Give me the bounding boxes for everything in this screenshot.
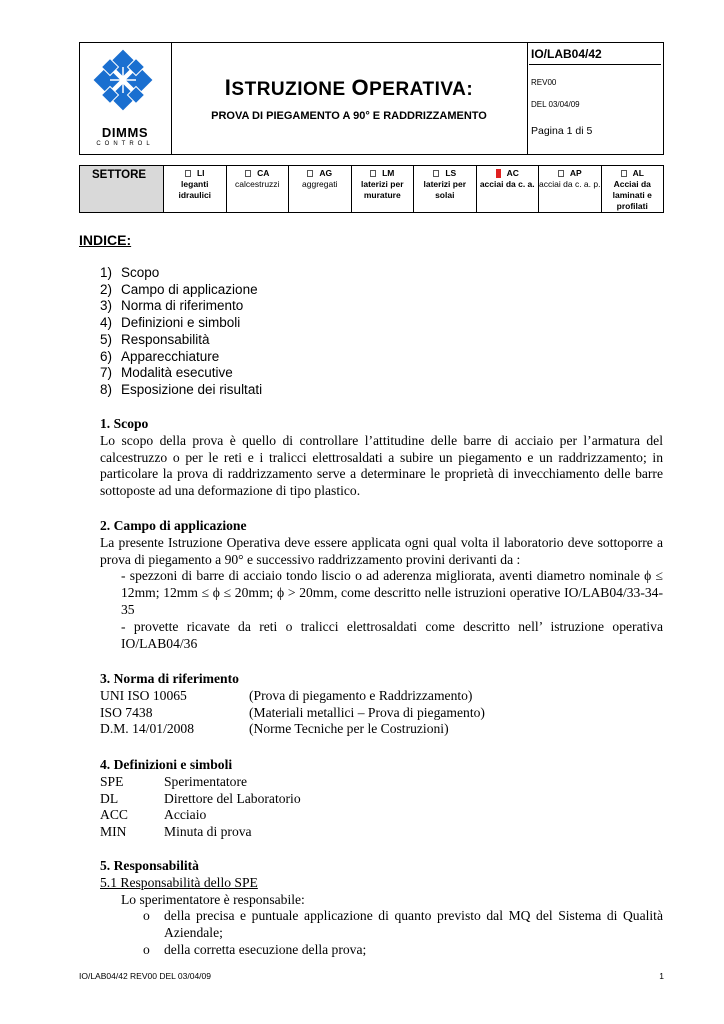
document-subtitle: PROVA DI PIEGAMENTO A 90° E RADDRIZZAMENTO — [211, 110, 487, 122]
settore-cell-lm — [352, 166, 415, 212]
index-text: Norma di riferimento — [121, 298, 244, 314]
norm-code: D.M. 14/01/2008 — [100, 721, 195, 737]
index-number: 3) — [100, 298, 113, 314]
checkbox-icon — [370, 170, 376, 177]
section-text: Lo scopo della prova è quello di controllare l’attitudine delle barre di acciaio per l’armatura del calcestruzzo o per le reti e i tralicci elettrosaldati a subire un piegamento e un raddrizzamento; in particolare la prova di raddrizzamento serve a determinare le proprietà di invecchiamento delle barre sottoposte ad una deformazione di tipo plastico. — [100, 432, 663, 499]
section-heading: 3. Norma di riferimento — [100, 671, 239, 686]
settore-desc: laterizi per solai — [423, 179, 467, 200]
definition-desc: Acciaio — [164, 807, 207, 823]
section-responsabilita — [100, 858, 663, 959]
revision-date: DEL 03/04/09 — [531, 100, 580, 109]
settore-code: AG — [319, 168, 333, 178]
list-item-text: della corretta esecuzione della prova; — [164, 941, 367, 957]
norm-desc: (Prova di piegamento e Raddrizzamento) — [249, 687, 473, 703]
index-number: 2) — [100, 281, 113, 297]
logo-cell — [80, 43, 172, 154]
document-title: ISTRUZIONE OPERATIVA: — [224, 75, 474, 100]
section-definizioni — [100, 757, 663, 841]
logo-text: DIMMS — [101, 125, 149, 140]
section-heading: 4. Definizioni e simboli — [100, 757, 233, 772]
index-item — [100, 332, 262, 349]
subsection-heading: 5.1 Responsabilità dello SPE — [100, 874, 258, 890]
bullet-icon: o — [143, 941, 150, 957]
settore-cell-ac — [477, 166, 540, 212]
index-text: Esposizione dei risultati — [121, 381, 263, 397]
settore-code: LS — [445, 168, 457, 178]
index-text: Apparecchiature — [121, 348, 220, 364]
section-scopo — [100, 416, 663, 500]
settore-desc: Acciai da laminati e profilati — [612, 179, 652, 211]
header-title-cell — [171, 43, 528, 154]
checkbox-icon — [245, 170, 251, 177]
logo-subtext: CONTROL — [96, 141, 154, 147]
index-item — [100, 265, 262, 282]
index-number: 7) — [100, 365, 113, 381]
index-item — [100, 282, 262, 299]
definition-desc: Minuta di prova — [164, 824, 252, 840]
norm-code: UNI ISO 10065 — [100, 687, 187, 703]
index-number: 1) — [100, 265, 113, 280]
settore-label: SETTORE — [80, 166, 164, 212]
index-item — [100, 315, 262, 332]
checkbox-icon — [185, 170, 191, 177]
list-item: - spezzoni di barre di acciaio tondo liscio o ad aderenza migliorata, aventi diametro nominale ϕ ≤ 12mm; 12mm ≤ ϕ ≤ 20mm; ϕ > 20mm, come descritto nelle istruzioni operative IO/LAB04/33-34-35 — [121, 568, 663, 617]
index-item — [100, 382, 262, 399]
index-text: Scopo — [121, 265, 160, 280]
index-text: Modalità esecutive — [121, 365, 233, 381]
definition-desc: Direttore del Laboratorio — [164, 790, 301, 806]
document-header — [79, 42, 664, 155]
list-item — [100, 908, 663, 942]
settore-cell-ap — [539, 166, 602, 212]
settore-desc: calcestruzzi — [235, 179, 280, 189]
list-item — [100, 942, 663, 959]
section-heading: 2. Campo di applicazione — [100, 518, 247, 533]
settore-desc: acciai da c. a. — [479, 179, 535, 189]
settore-code: AC — [506, 168, 519, 178]
definition-row — [100, 791, 663, 808]
footer-page-number: 1 — [659, 971, 664, 981]
list-item-text: della precisa e puntuale applicazione di quanto previsto dal MQ del Sistema di Qualità Aziendale; — [164, 908, 663, 941]
settore-cell-li — [164, 166, 227, 212]
checked-box-icon — [496, 169, 501, 178]
index-text: Campo di applicazione — [121, 281, 258, 297]
index-number: 6) — [100, 348, 113, 364]
definition-row — [100, 824, 663, 841]
checkbox-icon — [621, 170, 627, 177]
index-number: 4) — [100, 315, 113, 331]
settore-desc: laterizi per murature — [360, 179, 404, 200]
intro-text: Lo sperimentatore è responsabile: — [121, 891, 305, 907]
list-item: - provette ricavate da reti o tralicci elettrosaldati come descritto nell’ istruzione operativa IO/LAB04/36 — [121, 618, 663, 651]
norm-row — [100, 688, 663, 705]
settore-code: CA — [257, 168, 270, 178]
index-title: INDICE: — [79, 232, 132, 248]
settore-code: AP — [569, 168, 582, 178]
definition-symbol: DL — [100, 790, 119, 806]
settore-desc: aggregati — [302, 179, 338, 189]
norm-code: ISO 7438 — [100, 704, 153, 720]
settore-cell-al — [602, 166, 664, 212]
bullet-icon: o — [143, 908, 150, 924]
settore-cell-ls — [414, 166, 477, 212]
section-text: La presente Istruzione Operativa deve essere applicata ogni qual volta il laboratorio deve sottoporre a prova di piegamento a 90° e successivo raddrizzamento provini derivanti da : — [100, 534, 663, 567]
index-item — [100, 349, 262, 366]
section-norme — [100, 671, 663, 738]
dimms-logo-icon — [80, 43, 171, 127]
settore-desc: leganti idraulici — [178, 179, 212, 200]
checkbox-icon — [307, 170, 313, 177]
settore-code: LM — [382, 168, 395, 178]
definition-symbol: ACC — [100, 807, 128, 823]
section-heading: 5. Responsabilità — [100, 858, 199, 873]
settore-code: LI — [196, 168, 205, 178]
revision: REV00 — [531, 78, 557, 87]
page-footer — [79, 971, 664, 981]
page-indicator: Pagina 1 di 5 — [531, 125, 593, 137]
definition-row — [100, 807, 663, 824]
norm-row — [100, 721, 663, 738]
index-list — [100, 265, 262, 399]
index-text: Responsabilità — [121, 331, 210, 347]
checkbox-icon — [433, 170, 439, 177]
norm-row — [100, 705, 663, 722]
footer-reference: IO/LAB04/42 REV00 DEL 03/04/09 — [79, 971, 211, 981]
definition-symbol: SPE — [100, 773, 124, 789]
norm-desc: (Norme Tecniche per le Costruzioni) — [249, 721, 449, 737]
norm-desc: (Materiali metallici – Prova di piegamento) — [249, 704, 485, 720]
section-campo — [100, 518, 663, 652]
settore-cell-ca — [227, 166, 290, 212]
definition-desc: Sperimentatore — [164, 773, 248, 789]
settore-desc: acciai da c. a. p. — [539, 179, 601, 189]
settore-table — [79, 165, 664, 213]
settore-code: AL — [632, 168, 644, 178]
index-item — [100, 298, 262, 315]
index-item — [100, 365, 262, 382]
definition-row — [100, 774, 663, 791]
settore-cell-ag — [289, 166, 352, 212]
definition-symbol: MIN — [100, 824, 127, 840]
document-code: IO/LAB04/42 — [529, 43, 661, 65]
section-heading: 1. Scopo — [100, 416, 149, 431]
index-number: 8) — [100, 381, 113, 397]
checkbox-icon — [558, 170, 564, 177]
index-text: Definizioni e simboli — [121, 315, 241, 331]
index-number: 5) — [100, 331, 113, 347]
header-meta-cell — [527, 43, 663, 154]
